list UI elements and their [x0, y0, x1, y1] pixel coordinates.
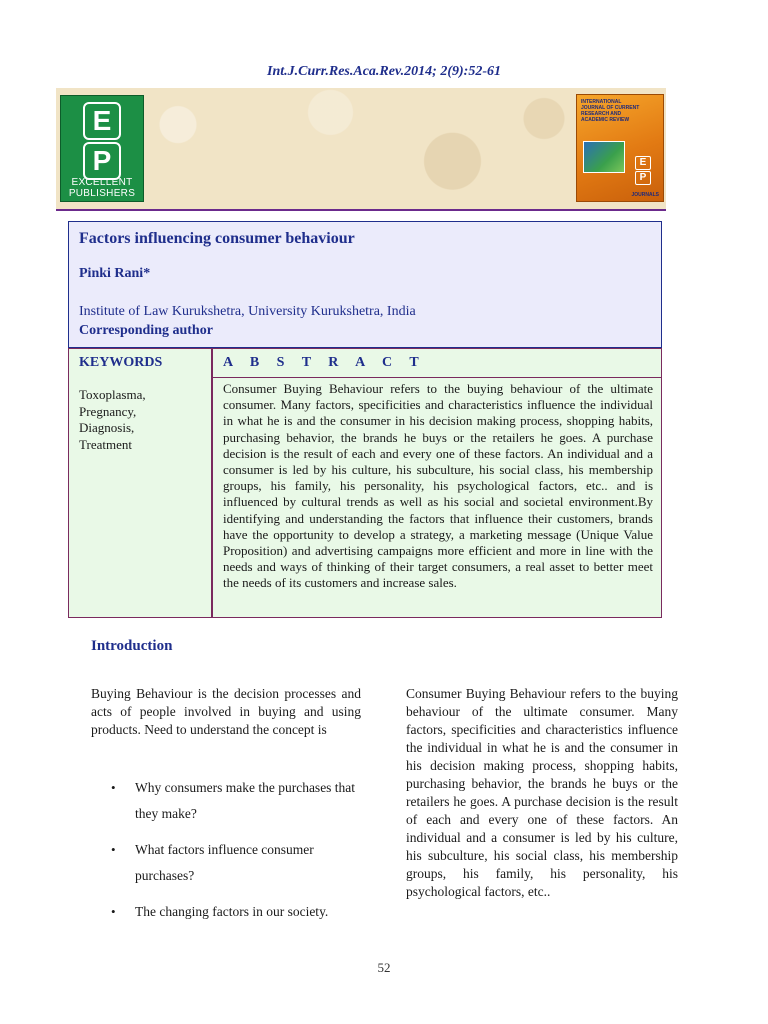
cover-letter-p: P	[635, 171, 651, 185]
cover-letter-e: E	[635, 156, 651, 170]
intro-bullet-list	[111, 775, 363, 935]
abstract-heading: A B S T R A C T	[223, 355, 426, 370]
author-name: Pinki Rani*	[79, 266, 151, 281]
abstract-rule	[213, 377, 661, 378]
keywords-list	[79, 387, 146, 453]
keyword-item: Toxoplasma,	[79, 387, 146, 402]
keyword-item: Treatment	[79, 436, 132, 452]
journal-cover-thumbnail	[576, 94, 664, 202]
author-affiliation: Institute of Law Kurukshetra, University Kurukshetra, India	[79, 304, 416, 319]
bullet-text: Why consumers make the purchases that they make?	[135, 780, 356, 821]
page-number: 52	[377, 960, 391, 975]
list-item	[111, 775, 363, 827]
publisher-logo	[60, 95, 144, 202]
journal-reference: Int.J.Curr.Res.Aca.Rev.2014; 2(9):52-61	[267, 64, 501, 79]
keywords-heading: KEYWORDS	[79, 355, 163, 370]
keyword-item: Diagnosis,	[79, 420, 135, 435]
corresponding-author-label: Corresponding author	[79, 323, 213, 338]
article-title-box	[68, 221, 662, 348]
list-item	[111, 899, 363, 925]
intro-left-paragraph: Buying Behaviour is the decision processes and acts of people involved in buying and using products. Need to understand the concept is	[91, 686, 361, 737]
bullet-text: The changing factors in our society.	[135, 904, 329, 919]
bullet-icon: •	[111, 780, 116, 795]
publisher-name: EXCELLENT PUBLISHERS	[68, 177, 136, 199]
bullet-text: What factors influence consumer purchases?	[135, 842, 314, 883]
keyword-item: Pregnancy,	[79, 403, 137, 419]
intro-right-paragraph: Consumer Buying Behaviour refers to the buying behaviour of the ultimate consumer. Many factors, specificities and characteristics influence the individual in what he is and the consumer in his decision making process, shopping habits, purchasing behavior, the brands he buys or the retailers he goes. A purchase decision is the result of each and every one of these factors. An individual and a consumer is led by his culture, his subculture, his social class, his membership groups, his family, his personality, his psychological factors, etc..	[406, 686, 678, 899]
cover-image	[583, 141, 625, 173]
article-title: Factors influencing consumer behaviour	[79, 230, 355, 247]
logo-letter-p: P	[83, 142, 121, 180]
keywords-abstract-box	[68, 348, 662, 618]
introduction-heading: Introduction	[91, 638, 173, 654]
journal-banner	[56, 88, 666, 210]
cover-title: INTERNATIONAL JOURNAL OF CURRENT RESEARCH AND ACADEMIC REVIEW	[581, 99, 640, 123]
logo-letter-e: E	[83, 102, 121, 140]
banner-bottom-rule	[56, 209, 666, 211]
bullet-icon: •	[111, 904, 116, 919]
cover-journals-label: JOURNALS	[631, 192, 659, 198]
list-item	[111, 837, 363, 889]
bullet-icon: •	[111, 842, 116, 857]
abstract-text: Consumer Buying Behaviour refers to the buying behaviour of the ultimate consumer. Many factors, specificities and characteristics influence the individual in what he is and the consumer in his decision making process, shopping habits, purchasing behavior, the brands he buys or the retailers he goes. A purchase decision is the result of each and every one of these factors. An individual and a consumer is led by his culture, his subculture, his social class, his membership groups, his family, his personality, his psychological factors, etc.. and is influenced by cultural trends as well as his social and societal environment.By identifying and understanding the factors that influence their customers, brands have the opportunity to develop a strategy, a marketing message (Unique Value Proposition) and advertising campaigns more efficient and more in line with the needs and ways of thinking of their target consumers, a real asset to better meet the needs of its customers and increase sales.	[223, 381, 653, 591]
cover-ep-badge	[629, 155, 657, 185]
column-divider	[211, 349, 213, 617]
